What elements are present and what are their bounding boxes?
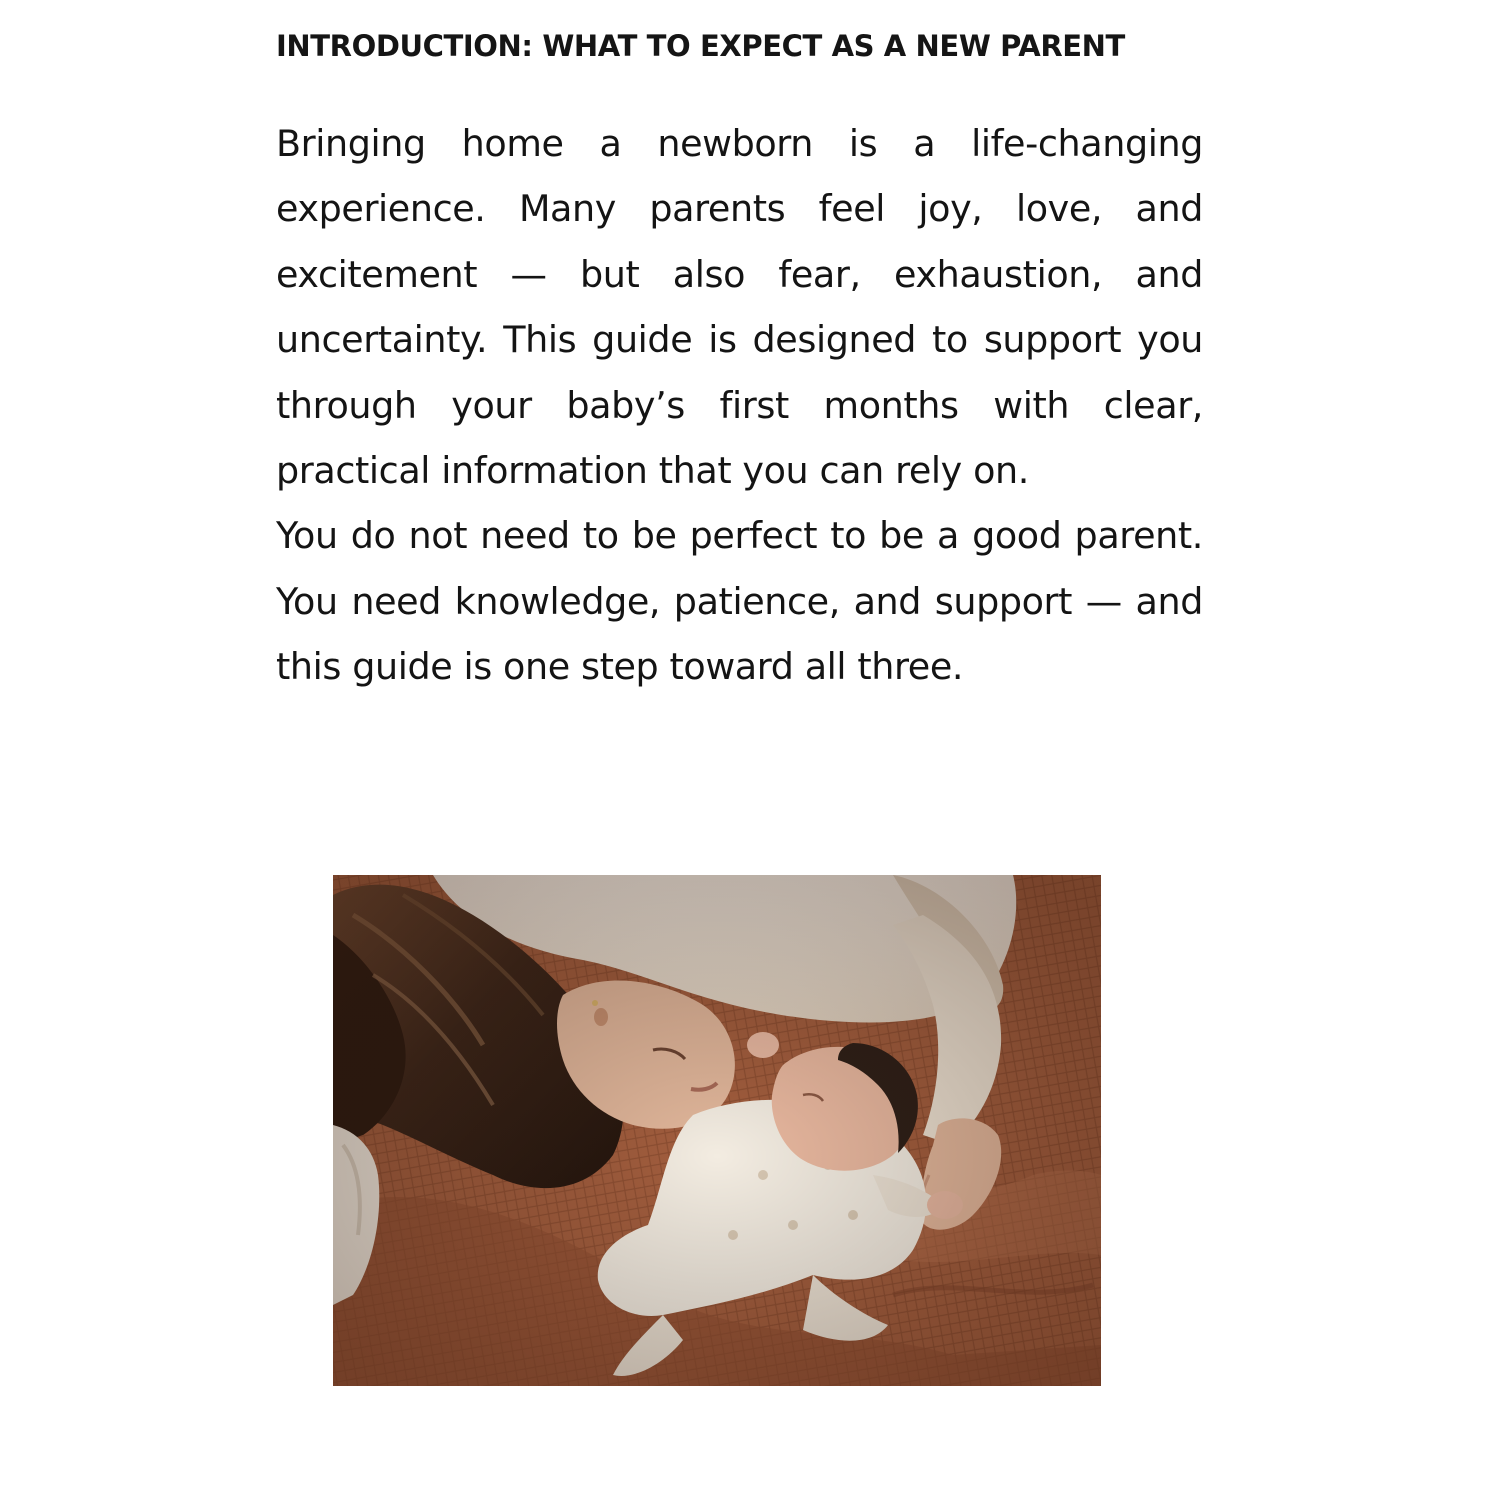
mother-and-newborn-photo	[333, 875, 1101, 1386]
intro-paragraph-1: Bringing home a newborn is a life-changing experience. Many parents feel joy, love, and excitement — but also fear, exhaustion, and uncertainty. This guide is designed to support you through your baby’s first months with clear, practical information that you can rely on.	[276, 122, 1203, 493]
section-heading: INTRODUCTION: WHAT TO EXPECT AS A NEW PARENT	[276, 29, 1125, 63]
intro-paragraph-2: You do not need to be perfect to be a good parent. You need knowledge, patience, and support — and this guide is one step toward all three.	[276, 514, 1203, 689]
intro-body	[276, 111, 1203, 700]
